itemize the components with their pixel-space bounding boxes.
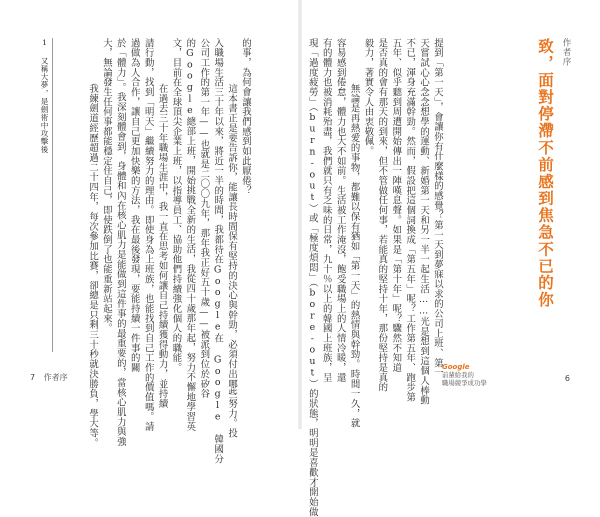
page-number-left-value: 7 <box>30 373 36 382</box>
chapter-title: 致，面對停滯不前感到焦急不已的你 <box>536 38 554 309</box>
page-number-left-label: 作者序 <box>43 373 68 382</box>
footnote-divider <box>52 38 53 352</box>
footer-book-title-line1: 前輩給我的 <box>442 371 474 379</box>
left-page <box>0 0 300 464</box>
right-page-body: 提到「第一天」，會讓你有什麼樣的感覺？第一天到夢寐以求的公司上班、第一 天嘗試心心念念想學的運動、新婚第一天和另一半一起生活……光是想到這個人棒動 不已，渾身充滿幹勁。然而，假設把這個詞換成「第五年」呢？工作第五年、跑步第 五年、似乎聽到周遭開始傳出一陣嘆息聲。如果是「第十年」呢？驟然不知道 是否真的會有那天的到來，但不管做任何事，若能真的堅持十年，那份堅持是真的 毅力，著實令人由衷敬佩。 無論是再熱愛的事物，都難以保有猶如「第一天」的熱情與幹勁。時間一久，就 容易感到倦怠，體力也大不如前。生活被工作淹沒，飽受職場上的人情冷暖，還 有的體力也被消耗殆盡，我們就只有乏味的日常，九十％以上的韓國上班族，呈 現「過度疲勞」（burn-out）或「極度煩悶」（bore-out）的狀態，明明是喜歡才開始做 <box>306 38 443 517</box>
author-preface-label: 作者序 <box>561 38 571 67</box>
footnote: 1 又稱大夢，是劍術中攻擊後 <box>40 38 49 154</box>
running-footer <box>442 363 542 387</box>
right-page <box>300 0 600 517</box>
page-number-right: 6 <box>564 374 570 383</box>
page-number-left <box>30 372 68 383</box>
left-page-body: 的事，為何會讓我們感到如此厭倦？ 這本書正是要告訴你，能讓長時間保有堅持的決心與幹勁，必須付出哪些努力。投 入職場生活三十年以來，將近一半的時間，我都待在Google在 Google 韓國分 公司工作的第一年——也就是二〇〇九年，那年我正好五十歲——被派到位於矽谷 的Google總部上班，開始挑戰全新的生活，我從四十歲那年起，努力不懈地學習英 文，目前在全球頂尖企業上班，以指導員工、協助他們持續強化個人的職能。 在過去三十年職場生涯中，我一直在思考如何讓自己持續獲得動力，並持續 請行動，找到「明天」繼續努力的理由。即使身為上班族，也能找到自己工作的價值嗎。請 過做為人合作，讓自己更加快樂的方法，我在最後發現，要能持續一件事的關 於「體力」。我深刻體會到，身體和內在核心肌力是能做到這件事的最重要的，當核心肌力與強 大，無論發生任何事都能穩定住自己，即使跌倒了也能重新站起來。 我練劍道經歷超過二十四年，每次參加比賽，卻總是只剩三十秒就決勝負，學大等。 <box>87 38 251 464</box>
footer-book-title-line2: 職場競爭成功學 <box>442 379 487 387</box>
footer-brand: Google <box>442 363 470 371</box>
